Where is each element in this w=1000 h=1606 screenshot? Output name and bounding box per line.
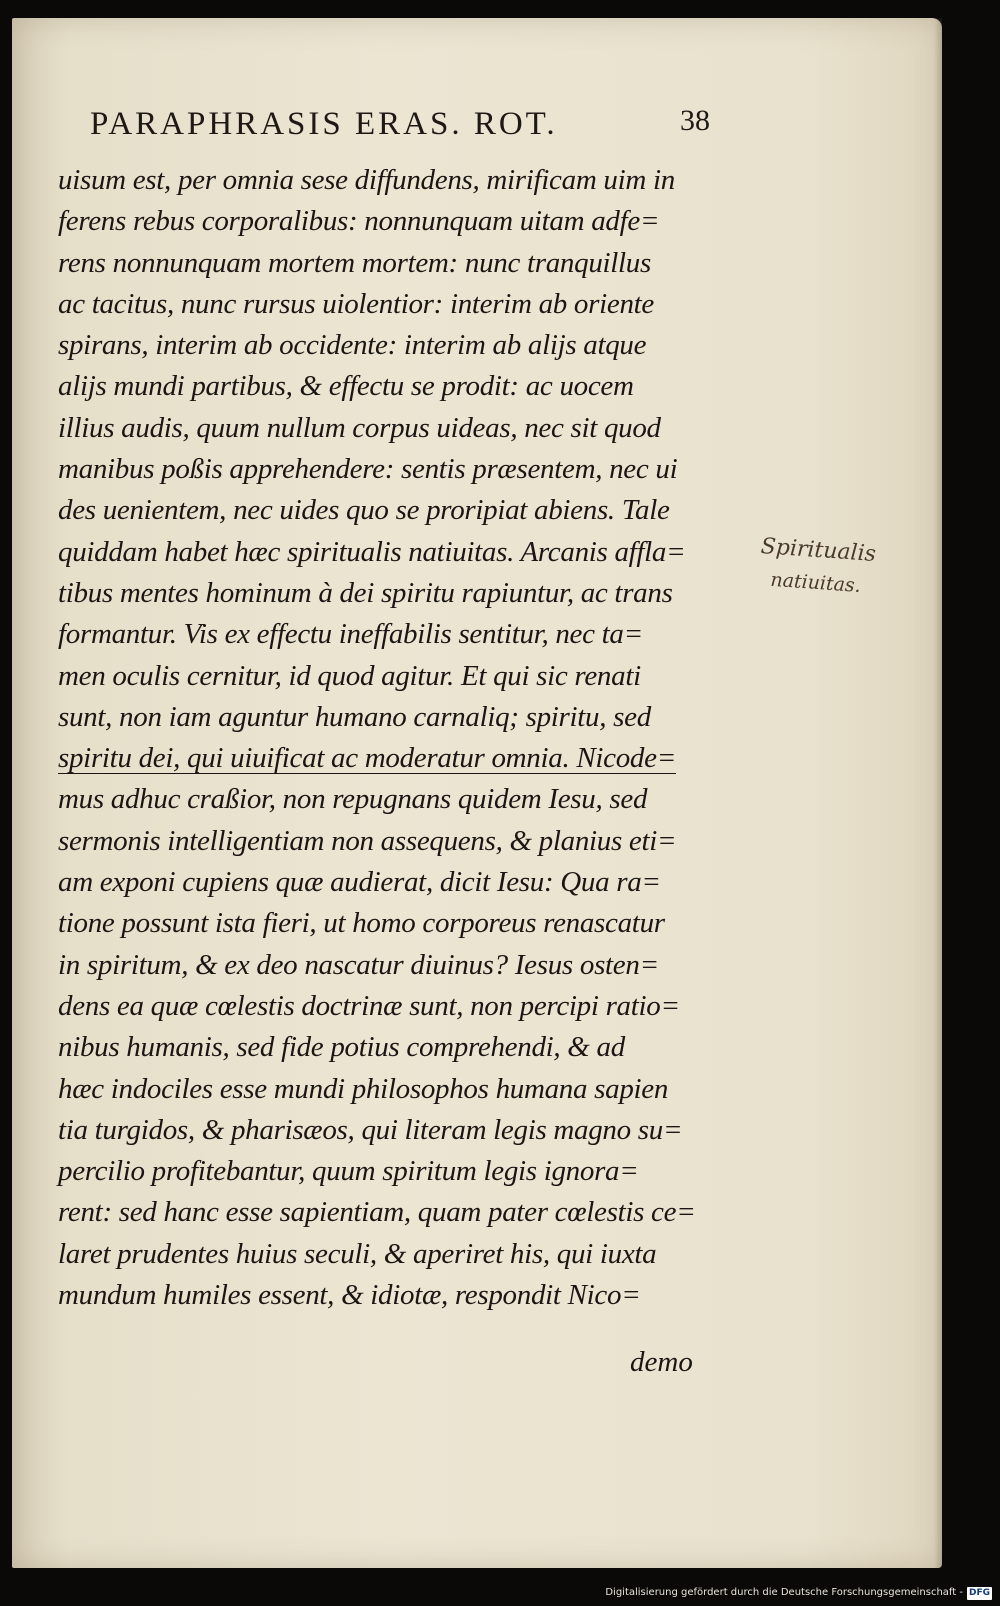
running-head-title: PARAPHRASIS ERAS. ROT. xyxy=(90,106,558,142)
text-line: tione possunt ista fieri, ut homo corporeus renascatur xyxy=(58,907,665,940)
text-line: nibus humanis, sed fide potius comprehendi, & ad xyxy=(58,1031,625,1064)
book-page xyxy=(12,18,942,1568)
running-head xyxy=(90,106,710,154)
credit-text: Digitalisierung gefördert durch die Deutsche Forschungsgemeinschaft - xyxy=(605,1587,963,1598)
handwritten-marginal-note xyxy=(758,530,942,606)
page-edge-shadow xyxy=(934,18,942,1568)
text-line: spirans, interim ab occidente: interim ab alijs atque xyxy=(58,329,647,362)
text-line: mundum humiles essent, & idiotæ, respondit Nico= xyxy=(58,1279,641,1312)
text-line: tibus mentes hominum à dei spiritu rapiuntur, ac trans xyxy=(58,576,673,609)
text-line: rens nonnunquam mortem mortem: nunc tranquillus xyxy=(58,246,651,279)
text-line: percilio profitebantur, quum spiritum legis ignora= xyxy=(58,1155,639,1188)
text-line: mus adhuc craßior, non repugnans quidem Iesu, sed xyxy=(58,783,648,816)
text-line: tia turgidos, & pharisæos, qui literam legis magno su= xyxy=(58,1113,683,1146)
text-line: am exponi cupiens quæ audierat, dicit Iesu: Qua ra= xyxy=(58,866,661,899)
text-line: ferens rebus corporalibus: nonnunquam uitam adfe= xyxy=(58,205,660,238)
text-line: dens ea quæ cœlestis doctrinæ sunt, non percipi ratio= xyxy=(58,989,680,1022)
text-line: hæc indociles esse mundi philosophos humana sapien xyxy=(58,1072,669,1105)
text-line: ac tacitus, nunc rursus uiolentior: interim ab oriente xyxy=(58,287,654,320)
text-line: rent: sed hanc esse sapientiam, quam pater cœlestis ce= xyxy=(58,1196,696,1229)
digitization-credit xyxy=(605,1584,992,1602)
text-line: formantur. Vis ex effectu ineffabilis sentitur, nec ta= xyxy=(58,618,643,651)
text-line: quiddam habet hæc spiritualis natiuitas. Arcanis affla= xyxy=(58,535,686,568)
text-line: men oculis cernitur, id quod agitur. Et qui sic renati xyxy=(58,659,641,692)
text-line: uisum est, per omnia sese diffundens, mirificam uim in xyxy=(58,164,675,196)
text-line: sunt, non iam aguntur humano carnaliq; spiritu, sed xyxy=(58,700,651,733)
text-line: sermonis intelligentiam non assequens, & planius eti= xyxy=(58,824,677,857)
text-line-underlined: spiritu dei, qui uiuificat ac moderatur omnia. Nicode= xyxy=(58,742,676,775)
marginal-note-line: natiuitas. xyxy=(769,568,862,597)
text-line: illius audis, quum nullum corpus uideas, nec sit quod xyxy=(58,411,661,444)
text-line: in spiritum, & ex deo nascatur diuinus? Iesus osten= xyxy=(58,948,659,981)
catchword: demo xyxy=(630,1346,693,1378)
text-line: laret prudentes huius seculi, & aperiret his, qui iuxta xyxy=(58,1237,657,1270)
main-text-block xyxy=(58,160,758,1316)
text-line: manibus poßis apprehendere: sentis præsentem, nec ui xyxy=(58,453,678,486)
text-line: alijs mundi partibus, & effectu se prodit: ac uocem xyxy=(58,370,634,403)
folio-number: 38 xyxy=(680,104,710,137)
marginal-note-line: Spiritualis xyxy=(759,533,877,567)
dfg-logo: DFG xyxy=(968,1587,990,1598)
text-line: des uenientem, nec uides quo se proripiat abiens. Tale xyxy=(58,494,670,527)
